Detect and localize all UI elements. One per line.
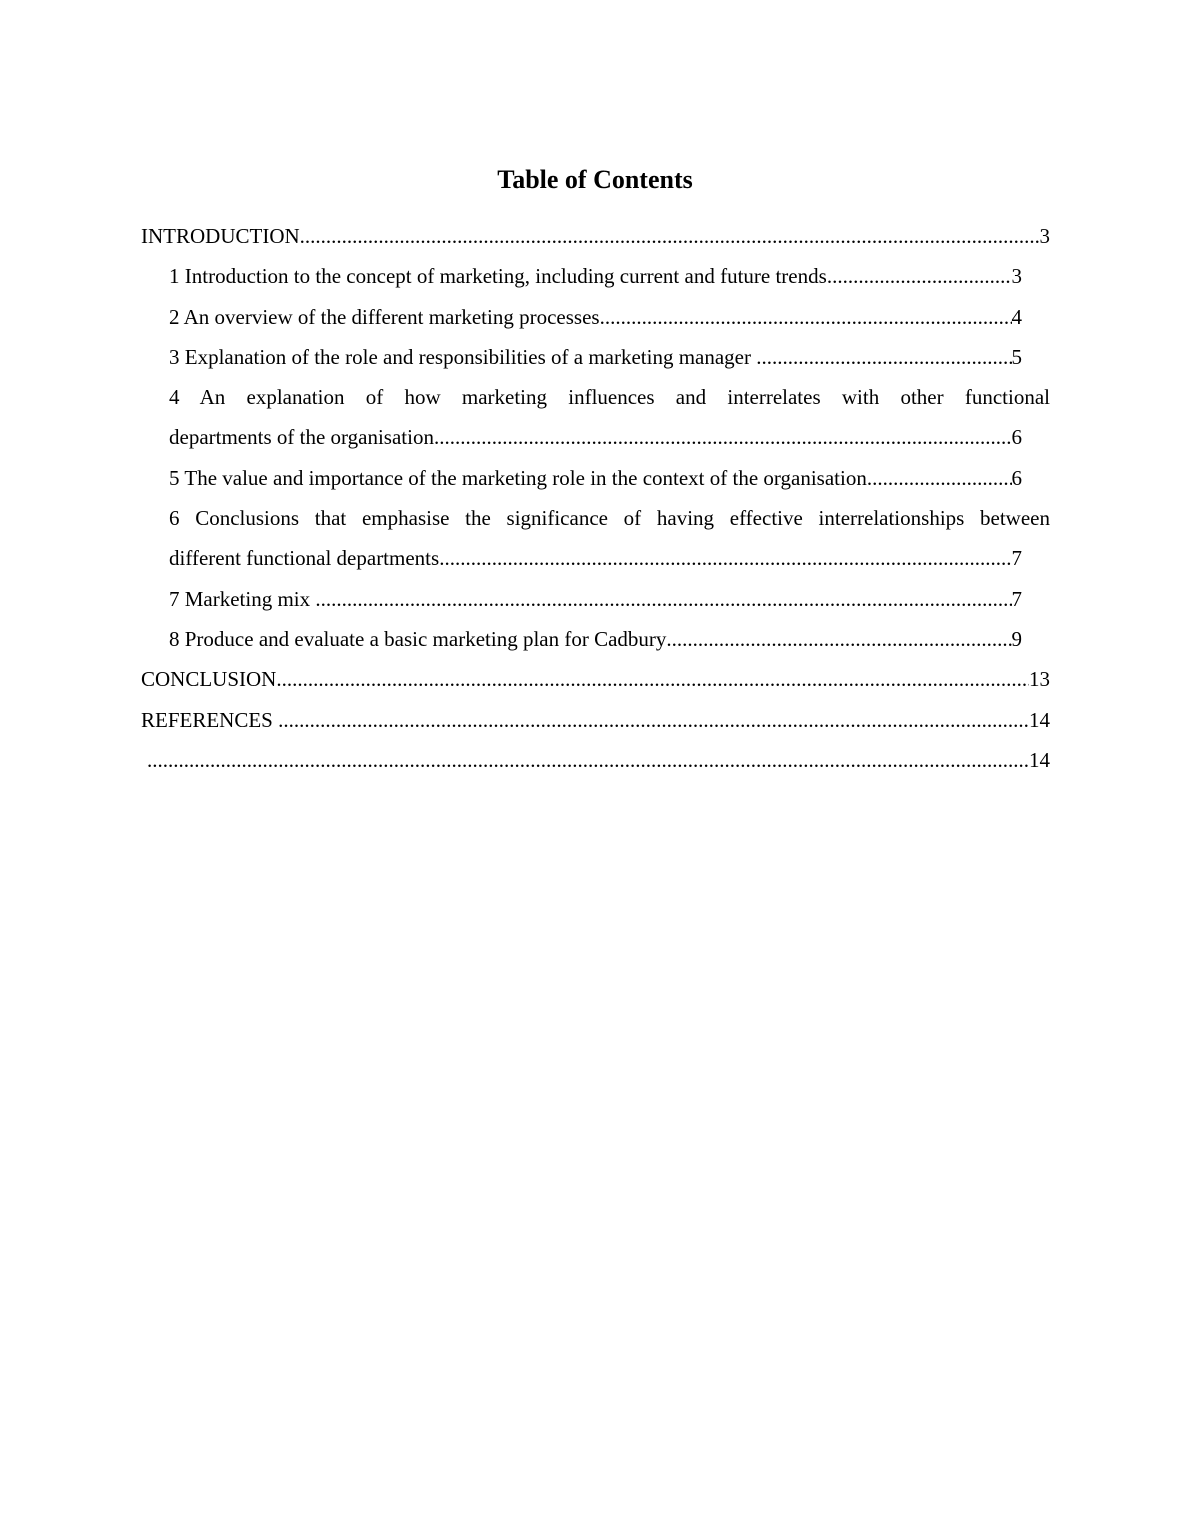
toc-entry-untitled[interactable] <box>141 740 1050 780</box>
toc-page-number: 6 <box>1011 465 1022 490</box>
toc-entry-label-line2: different functional departments <box>169 546 440 571</box>
toc-entry-section-1[interactable] <box>169 256 1022 296</box>
dot-leader <box>434 417 1012 457</box>
toc-page-number: 3 <box>1011 264 1022 289</box>
toc-title: Table of Contents <box>497 165 693 194</box>
toc-entry-conclusion[interactable] <box>141 659 1050 699</box>
dot-leader <box>278 700 1029 740</box>
toc-page-number: 14 <box>1029 707 1050 732</box>
toc-page-number: 4 <box>1011 304 1022 329</box>
toc-entry-label: 2 An overview of the different marketing processes <box>169 304 600 329</box>
toc-entry-label-line1: 4 An explanation of how marketing influences and interrelates with other functional <box>169 385 1050 410</box>
table-of-contents <box>141 216 1050 780</box>
toc-entry-section-5[interactable] <box>169 458 1022 498</box>
dot-leader <box>600 297 1012 337</box>
toc-page-number: 3 <box>1039 224 1050 248</box>
toc-entry-label: CONCLUSION <box>141 667 277 692</box>
toc-entry-label: 5 The value and importance of the marketing role in the context of the organisation <box>169 465 867 490</box>
dot-leader <box>756 337 1011 377</box>
toc-entry-label: REFERENCES <box>141 707 279 732</box>
dot-leader <box>666 619 1011 659</box>
dot-leader <box>827 256 1012 296</box>
toc-page-number: 13 <box>1029 667 1050 692</box>
toc-page-number: 9 <box>1011 626 1022 651</box>
toc-entry-label: INTRODUCTION <box>141 224 300 248</box>
dot-leader <box>147 740 1029 780</box>
toc-entry-section-6[interactable] <box>169 498 1050 579</box>
toc-entry-label: 3 Explanation of the role and responsibilities of a marketing manager <box>169 344 757 369</box>
toc-page-number: 14 <box>1029 747 1050 772</box>
toc-entry-label-line2: departments of the organisation <box>169 425 434 450</box>
toc-entry-section-7[interactable] <box>169 579 1022 619</box>
toc-entry-label-line1: 6 Conclusions that emphasise the significance of having effective interrelationships between <box>169 506 1050 531</box>
toc-entry-section-2[interactable] <box>169 297 1022 337</box>
toc-entry-label: 8 Produce and evaluate a basic marketing plan for Cadbury <box>169 626 667 651</box>
toc-entry-label: 1 Introduction to the concept of marketing, including current and future trends <box>169 264 827 289</box>
dot-leader <box>315 579 1011 619</box>
dot-leader <box>276 659 1029 699</box>
dot-leader <box>300 216 1040 256</box>
toc-entry-section-3[interactable] <box>169 337 1022 377</box>
dot-leader <box>867 458 1012 498</box>
toc-page-number: 7 <box>1011 586 1022 611</box>
toc-entry-references[interactable] <box>141 700 1050 740</box>
toc-page-number: 6 <box>1011 425 1022 450</box>
toc-entry-section-8[interactable] <box>169 619 1022 659</box>
dot-leader <box>439 538 1011 578</box>
toc-entry-introduction[interactable] <box>141 216 1050 256</box>
toc-entry-section-4[interactable] <box>169 377 1050 458</box>
toc-page-number: 7 <box>1011 546 1022 571</box>
toc-entry-label: 7 Marketing mix <box>169 586 316 611</box>
toc-page-number: 5 <box>1011 344 1022 369</box>
